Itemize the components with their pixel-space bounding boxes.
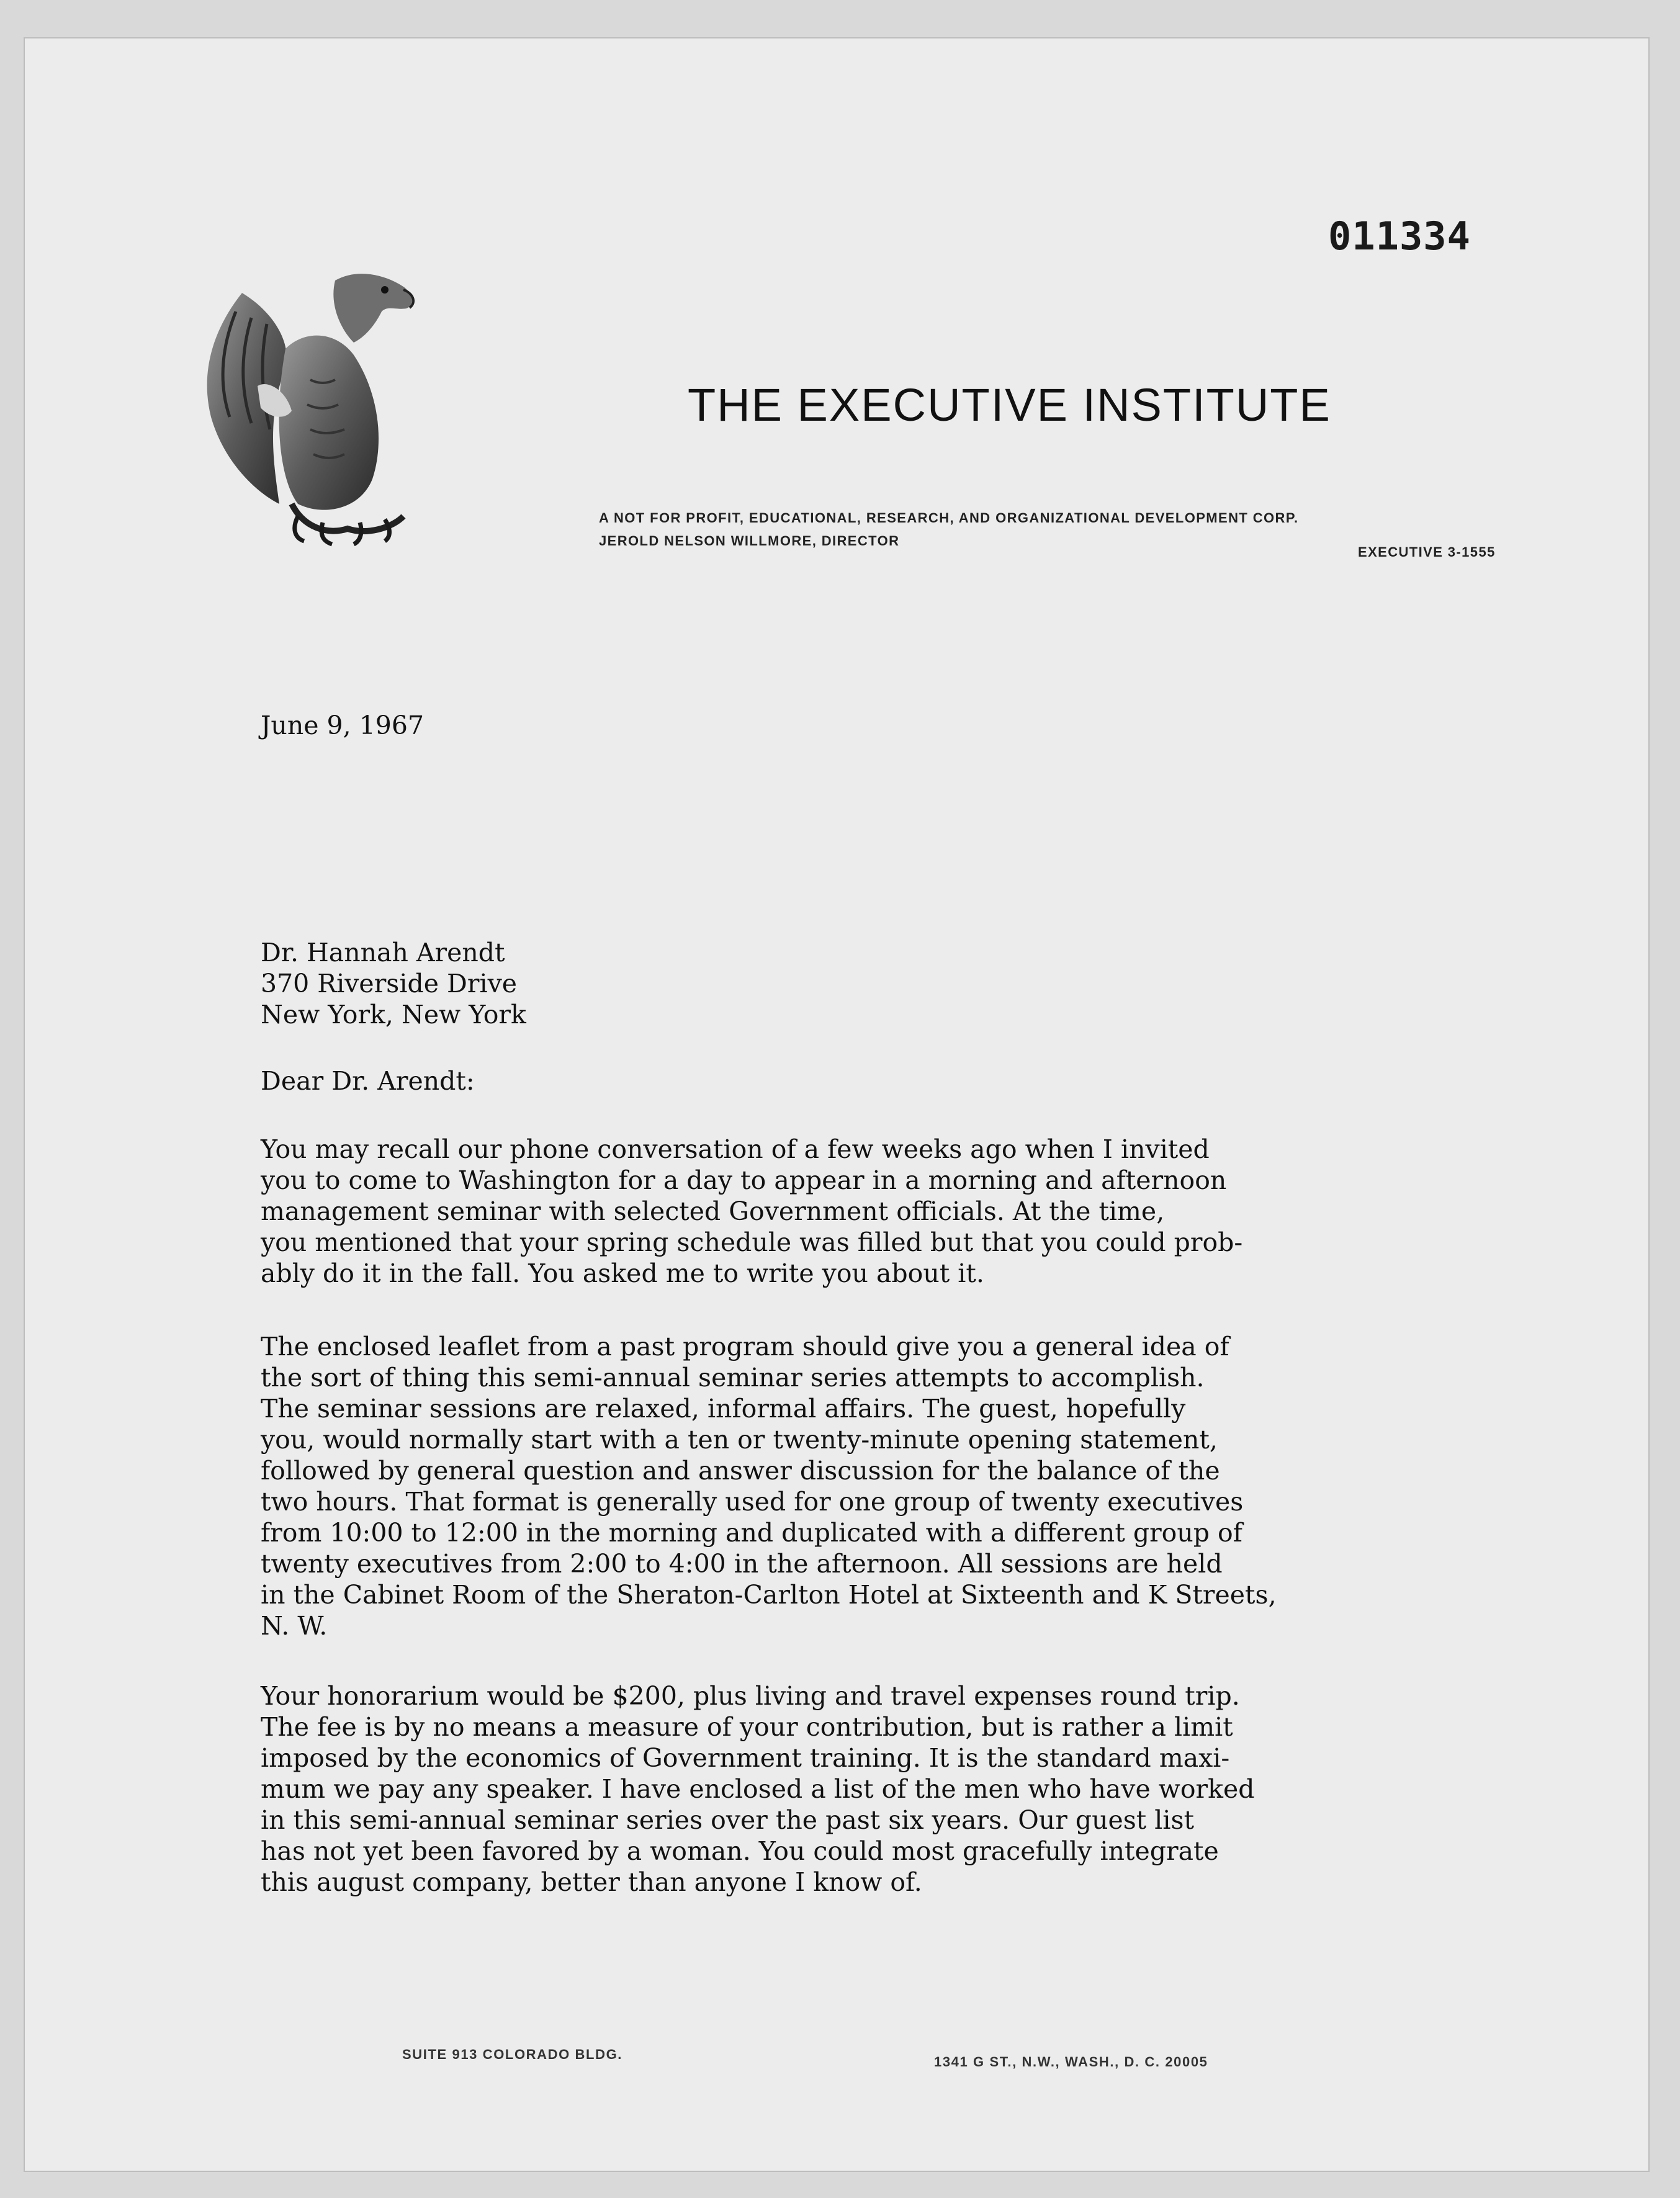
letter-page xyxy=(24,37,1650,2172)
text-line: followed by general question and answer discussion for the balance of the xyxy=(261,1456,1220,1486)
text-line: ably do it in the fall. You asked me to write you about it. xyxy=(261,1258,984,1288)
text-line: has not yet been favored by a woman. You could most gracefully integrate xyxy=(261,1836,1219,1866)
organization-title: THE EXECUTIVE INSTITUTE xyxy=(688,379,1331,431)
text-line: imposed by the economics of Government training. It is the standard maxi- xyxy=(261,1743,1230,1773)
footer-suite: SUITE 913 COLORADO BLDG. xyxy=(402,2047,622,2062)
text-line: the sort of thing this semi-annual seminar series attempts to accomplish. xyxy=(261,1363,1205,1393)
text-line: management seminar with selected Government officials. At the time, xyxy=(261,1196,1165,1226)
address-line: Dr. Hannah Arendt xyxy=(261,938,505,967)
address-line: 370 Riverside Drive xyxy=(261,969,518,998)
text-line: The enclosed leaflet from a past program should give you a general idea of xyxy=(261,1332,1229,1361)
text-line: in the Cabinet Room of the Sheraton-Carlton Hotel at Sixteenth and K Streets, xyxy=(261,1580,1277,1610)
paragraph-1 xyxy=(261,1134,1242,1289)
text-line: you to come to Washington for a day to appear in a morning and afternoon xyxy=(261,1165,1227,1195)
text-line: N. W. xyxy=(261,1611,328,1641)
address-line: New York, New York xyxy=(261,1000,526,1029)
text-line: in this semi-annual seminar series over the past six years. Our guest list xyxy=(261,1805,1195,1835)
text-line: twenty executives from 2:00 to 4:00 in the afternoon. All sessions are held xyxy=(261,1549,1223,1579)
eagle-logo xyxy=(199,256,447,547)
footer-address: 1341 G ST., N.W., WASH., D. C. 20005 xyxy=(934,2054,1208,2070)
text-line: You may recall our phone conversation of a few weeks ago when I invited xyxy=(261,1134,1210,1164)
organization-tagline: A NOT FOR PROFIT, EDUCATIONAL, RESEARCH, AND ORGANIZATIONAL DEVELOPMENT CORP. xyxy=(599,510,1299,526)
paragraph-2 xyxy=(261,1331,1277,1641)
text-line: you, would normally start with a ten or twenty-minute opening statement, xyxy=(261,1425,1218,1455)
text-line: The fee is by no means a measure of your contribution, but is rather a limit xyxy=(261,1712,1233,1742)
document-number: 011334 xyxy=(1328,213,1471,259)
letter-date: June 9, 1967 xyxy=(261,711,424,740)
text-line: The seminar sessions are relaxed, informal affairs. The guest, hopefully xyxy=(261,1394,1186,1424)
phone-number: EXECUTIVE 3-1555 xyxy=(1358,544,1496,560)
text-line: from 10:00 to 12:00 in the morning and duplicated with a different group of xyxy=(261,1518,1242,1548)
recipient-address xyxy=(261,937,526,1030)
text-line: this august company, better than anyone I know of. xyxy=(261,1867,922,1897)
salutation: Dear Dr. Arendt: xyxy=(261,1066,475,1096)
paragraph-3 xyxy=(261,1680,1254,1898)
text-line: two hours. That format is generally used for one group of twenty executives xyxy=(261,1487,1244,1517)
director-line: JEROLD NELSON WILLMORE, DIRECTOR xyxy=(599,533,900,549)
text-line: Your honorarium would be $200, plus living and travel expenses round trip. xyxy=(261,1681,1240,1711)
text-line: you mentioned that your spring schedule was filled but that you could prob- xyxy=(261,1227,1243,1257)
text-line: mum we pay any speaker. I have enclosed a list of the men who have worked xyxy=(261,1774,1255,1804)
